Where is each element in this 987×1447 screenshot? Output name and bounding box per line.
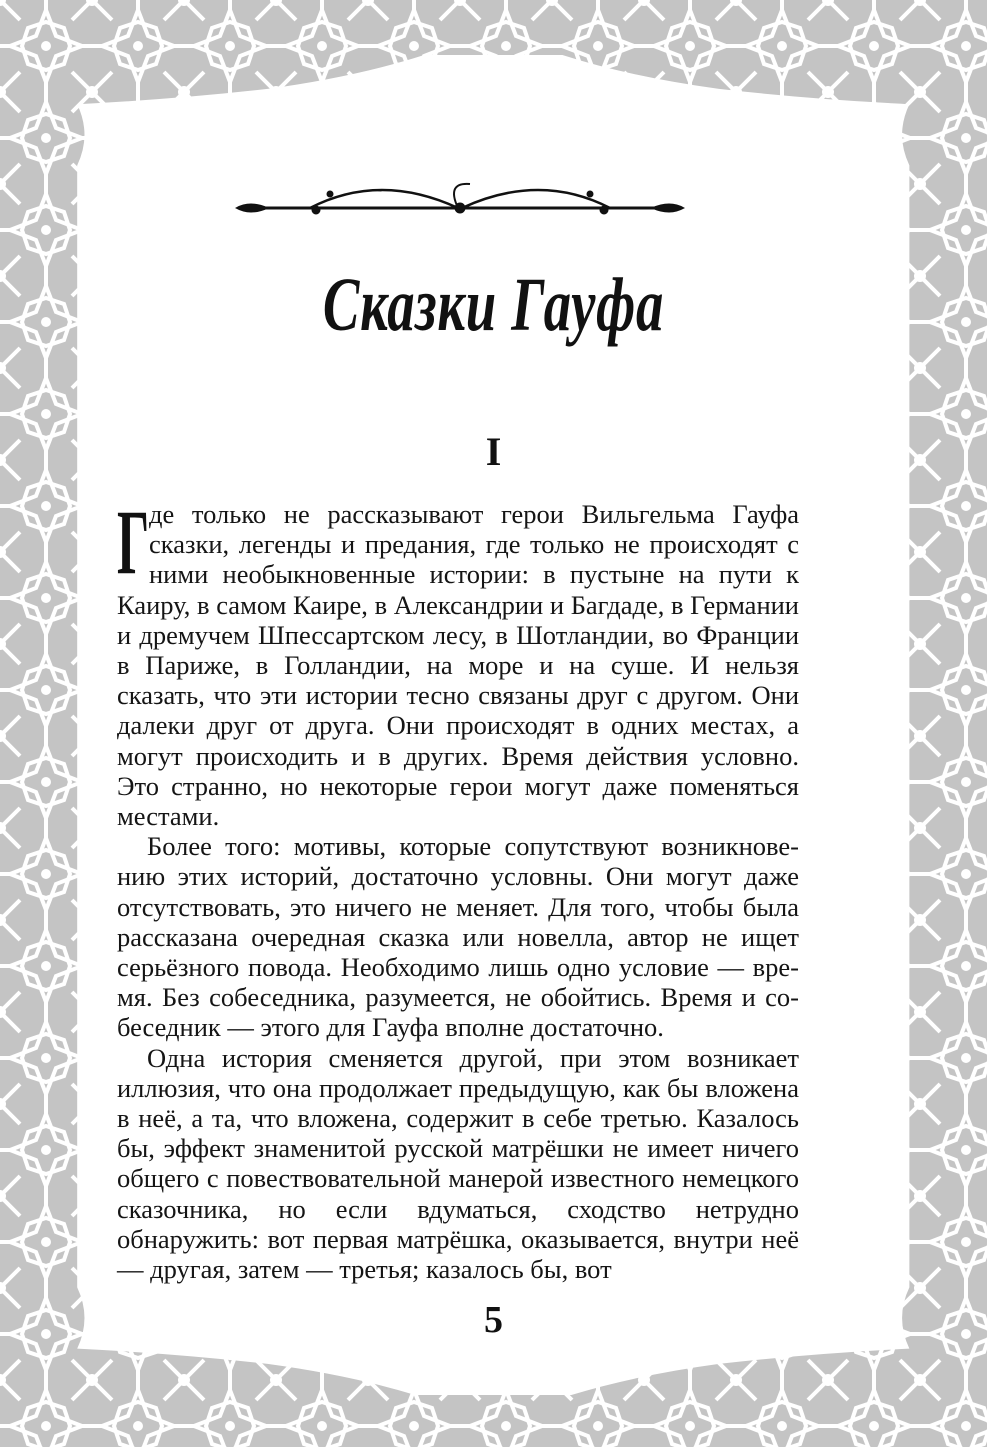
paragraph-2: Более того: мотивы, которые сопутствуют возникновению этих историй, достаточно условны. Они могут даже отсутствовать, это ничего не меняет. Для того, чтобы была рассказана очередная сказка или новелла, автор не ищет серьёзного повода. Необходимо лишь одно условие — время. Без собеседника, разумеется, не обойтись. Время и собеседник — этого для Гауфа вполне достаточно. (117, 831, 799, 1043)
paragraph-3: Одна история сменяется другой, при этом возникает иллюзия, что она продолжает предыдущую, как бы вложена в неё, а та, что вложена, содержит в себе третью. Казалось бы, эффект знаменитой русской матрёшки не имеет ничего общего с повествовательной манерой известного немецкого сказочника, но если вдуматься, сходство нетрудно обнаружить: вот первая матрёшка, оказывается, внутри неё — другая, затем — третья; казалось бы, вот (117, 1042, 799, 1285)
drop-cap: Г (117, 491, 150, 593)
paragraph-1-text: де только не рассказывают герои Вильгельма Гауфа сказки, легенды и предания, где только не происходят с ними необыкновенные истории: в пустыне на пути к Каиру, в самом Каире, в Александрии и Багдаде, в Германии и дремучем Шпессартском лесу, в Шотландии, во Франции в Париже, в Голландии, на море и на суше. И нельзя сказать, что эти истории тесно связаны друг с другом. Они далеки друг от друга. Они происходят в одних местах, а могут происходить и в других. Время действия условно. Это странно, но некоторые герои могут даже поменяться местами. (117, 499, 799, 832)
flourish-divider (230, 170, 690, 240)
book-title: Сказки Гауфа (322, 263, 665, 347)
page-number: 5 (484, 1299, 503, 1341)
paragraph-1 (117, 491, 799, 832)
chapter-number: I (485, 429, 502, 474)
body-text (117, 491, 799, 1285)
